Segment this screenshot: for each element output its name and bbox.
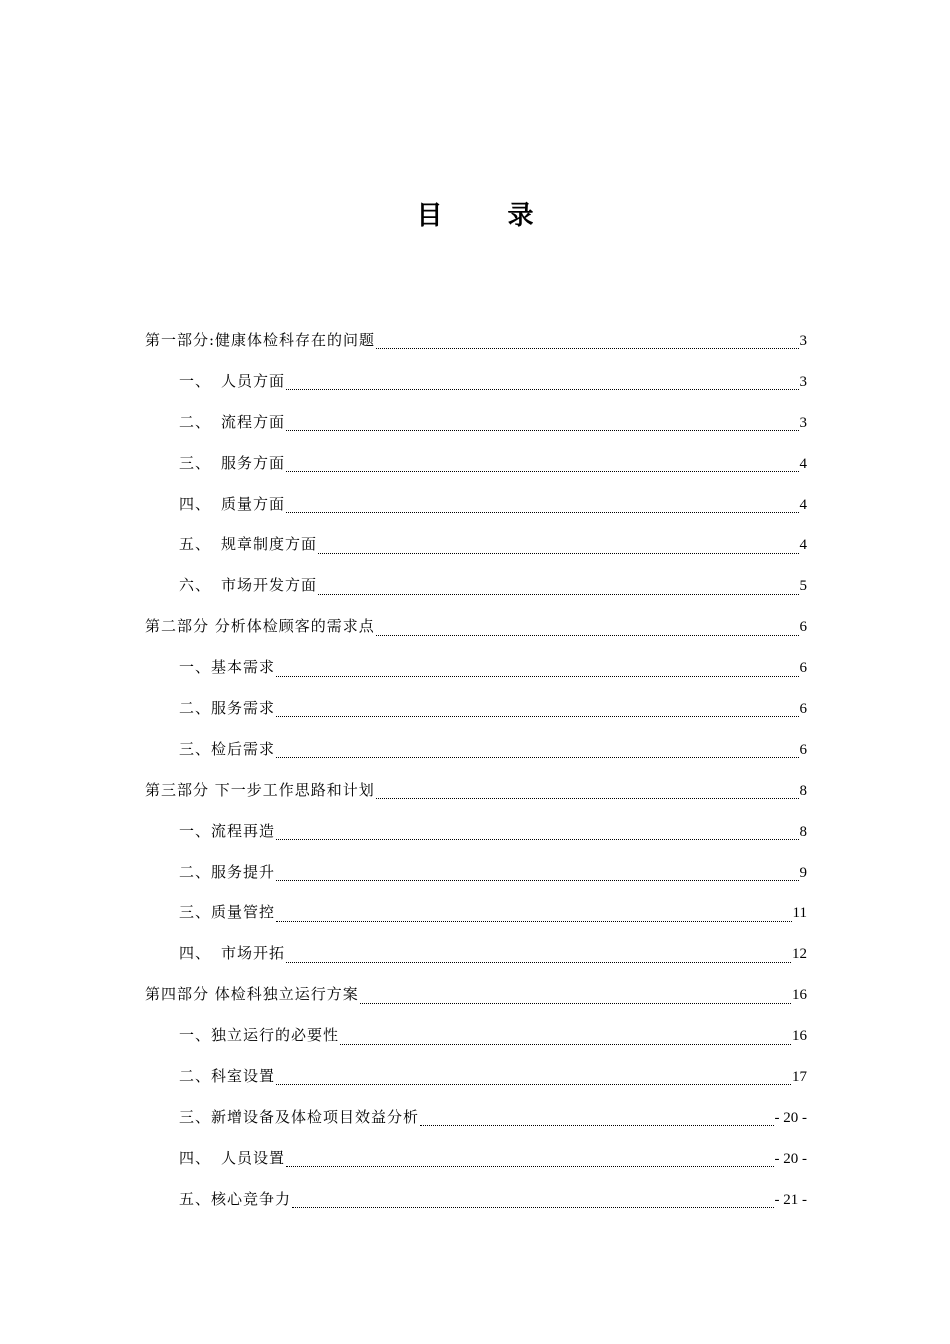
- toc-entry-number: 二、: [179, 412, 212, 431]
- toc-page-number: 11: [792, 905, 807, 922]
- dot-leader: [292, 1196, 773, 1210]
- toc-entry-text: [179, 729, 275, 770]
- toc-entry-label: 核心竞争力: [211, 1189, 292, 1208]
- toc-page-number: - 20 -: [774, 1109, 807, 1126]
- toc-entry-text: [179, 892, 275, 933]
- toc-subsection-entry[interactable]: [145, 565, 807, 606]
- toc-entry-label: 质量管控: [211, 903, 276, 922]
- toc-section-entry[interactable]: [145, 974, 807, 1015]
- toc-entry-number: 一、: [179, 1026, 212, 1045]
- toc-section-entry[interactable]: [145, 606, 807, 647]
- page-title: 目 录: [416, 201, 562, 231]
- toc-page-number: 5: [799, 578, 807, 595]
- toc-page-number: 9: [799, 864, 807, 881]
- toc-entry-label: 新增设备及体检项目效益分析: [211, 1107, 420, 1126]
- toc-entry-text: [179, 1056, 275, 1097]
- toc-entry-number: 四、: [179, 1148, 212, 1167]
- dot-leader: [286, 951, 791, 965]
- toc-entry-text: [179, 565, 317, 606]
- dot-leader: [286, 378, 798, 392]
- toc-entry-number: 三、: [179, 739, 212, 758]
- toc-entry-label: 检后需求: [211, 739, 276, 758]
- toc-page-number: 6: [799, 741, 807, 758]
- dot-leader: [318, 583, 798, 597]
- dot-leader: [360, 992, 791, 1006]
- dot-leader: [276, 1073, 791, 1087]
- dot-leader: [340, 1033, 791, 1047]
- dot-leader: [286, 1155, 773, 1169]
- toc-entry-label: 流程方面: [221, 412, 286, 431]
- toc-page-number: 16: [792, 987, 807, 1004]
- toc-subsection-entry[interactable]: [145, 933, 807, 974]
- dot-leader: [376, 624, 799, 638]
- toc-entry-number: 三、: [179, 453, 212, 472]
- toc-entry-text: [145, 770, 375, 811]
- toc-subsection-entry[interactable]: [145, 729, 807, 770]
- toc-page-number: 16: [792, 1028, 807, 1045]
- toc-section-entry[interactable]: [145, 320, 807, 361]
- toc-entry-number: 三、: [179, 903, 212, 922]
- toc-entry-text: [145, 320, 375, 361]
- toc-entry-text: [179, 524, 317, 565]
- toc-entry-number: 一、: [179, 821, 212, 840]
- toc-entry-label: 第四部分 体检科独立运行方案: [145, 985, 359, 1004]
- toc-subsection-entry[interactable]: [145, 524, 807, 565]
- toc-entry-label: 服务提升: [211, 862, 276, 881]
- toc-entry-label: 基本需求: [211, 658, 276, 677]
- toc-entry-label: 流程再造: [211, 821, 276, 840]
- toc-subsection-entry[interactable]: [145, 1138, 807, 1179]
- toc-page-number: 8: [799, 823, 807, 840]
- toc-section-entry[interactable]: [145, 770, 807, 811]
- toc-entry-text: [179, 361, 285, 402]
- toc-entry-number: 二、: [179, 862, 212, 881]
- toc-page-number: 6: [799, 701, 807, 718]
- toc-entry-number: 五、: [179, 1189, 212, 1208]
- dot-leader: [318, 542, 798, 556]
- toc-entry-number: 二、: [179, 1067, 212, 1086]
- toc-entry-text: [145, 606, 375, 647]
- toc-entry-label: 科室设置: [211, 1067, 276, 1086]
- toc-subsection-entry[interactable]: [145, 1015, 807, 1056]
- toc-entry-text: [145, 974, 359, 1015]
- dot-leader: [276, 665, 798, 679]
- toc-subsection-entry[interactable]: [145, 688, 807, 729]
- toc-entry-label: 人员设置: [221, 1148, 286, 1167]
- toc-subsection-entry[interactable]: [145, 892, 807, 933]
- toc-page-number: 4: [799, 455, 807, 472]
- dot-leader: [276, 746, 798, 760]
- toc-page-number: 6: [799, 660, 807, 677]
- toc-entry-label: 第二部分 分析体检顾客的需求点: [145, 617, 375, 636]
- toc-entry-number: 一、: [179, 658, 212, 677]
- toc-entry-label: 第三部分 下一步工作思路和计划: [145, 780, 375, 799]
- toc-entry-text: [179, 1138, 285, 1179]
- dot-leader: [420, 1114, 773, 1128]
- toc-subsection-entry[interactable]: [145, 647, 807, 688]
- toc-entry-text: [179, 1179, 291, 1220]
- toc-entry-text: [179, 402, 285, 443]
- dot-leader: [286, 460, 798, 474]
- toc-page-number: 3: [799, 373, 807, 390]
- toc-page-number: 4: [799, 496, 807, 513]
- toc-page-number: - 21 -: [774, 1191, 807, 1208]
- toc-entry-text: [179, 1097, 419, 1138]
- toc-subsection-entry[interactable]: [145, 1179, 807, 1220]
- toc-subsection-entry[interactable]: [145, 402, 807, 443]
- toc-entry-text: [179, 688, 275, 729]
- toc-entry-number: 四、: [179, 944, 212, 963]
- toc-entry-label: 市场开发方面: [221, 576, 318, 595]
- toc-page-number: 6: [799, 619, 807, 636]
- toc-entry-number: 五、: [179, 535, 212, 554]
- toc-page-number: 3: [799, 414, 807, 431]
- dot-leader: [286, 419, 798, 433]
- toc-entry-text: [179, 1015, 339, 1056]
- toc-entry-text: [179, 811, 275, 852]
- toc-page-number: 4: [799, 537, 807, 554]
- dot-leader: [376, 787, 799, 801]
- toc-entry-number: 四、: [179, 494, 212, 513]
- dot-leader: [286, 501, 798, 515]
- toc-subsection-entry[interactable]: [145, 1056, 807, 1097]
- dot-leader: [276, 828, 798, 842]
- toc-entry-label: 人员方面: [221, 371, 286, 390]
- toc-entry-number: 六、: [179, 576, 212, 595]
- toc-page-number: 17: [792, 1069, 807, 1086]
- dot-leader: [376, 337, 798, 351]
- dot-leader: [276, 705, 798, 719]
- toc-entry-text: [179, 443, 285, 484]
- toc-entry-text: [179, 933, 285, 974]
- toc-entry-number: 三、: [179, 1107, 212, 1126]
- toc-subsection-entry[interactable]: [145, 811, 807, 852]
- toc-entry-label: 服务方面: [221, 453, 286, 472]
- toc-entry-label: 规章制度方面: [221, 535, 318, 554]
- toc-subsection-entry[interactable]: [145, 361, 807, 402]
- toc-page-number: 8: [799, 782, 807, 799]
- toc-page-number: - 20 -: [774, 1150, 807, 1167]
- toc-entry-label: 服务需求: [211, 699, 276, 718]
- table-of-contents: [145, 320, 807, 1220]
- dot-leader: [276, 910, 792, 924]
- toc-entry-text: [179, 647, 275, 688]
- toc-entry-number: 一、: [179, 371, 212, 390]
- toc-entry-label: 独立运行的必要性: [211, 1026, 340, 1045]
- toc-page-number: 3: [799, 333, 807, 349]
- toc-subsection-entry[interactable]: [145, 1097, 807, 1138]
- toc-entry-text: [179, 484, 285, 525]
- toc-entry-number: 二、: [179, 699, 212, 718]
- toc-subsection-entry[interactable]: [145, 484, 807, 525]
- toc-entry-label: 质量方面: [221, 494, 286, 513]
- toc-subsection-entry[interactable]: [145, 852, 807, 893]
- toc-entry-label: 市场开拓: [221, 944, 286, 963]
- toc-subsection-entry[interactable]: [145, 443, 807, 484]
- toc-entry-text: [179, 852, 275, 893]
- dot-leader: [276, 869, 798, 883]
- toc-entry-label: 第一部分:健康体检科存在的问题: [145, 331, 376, 349]
- toc-page-number: 12: [792, 946, 807, 963]
